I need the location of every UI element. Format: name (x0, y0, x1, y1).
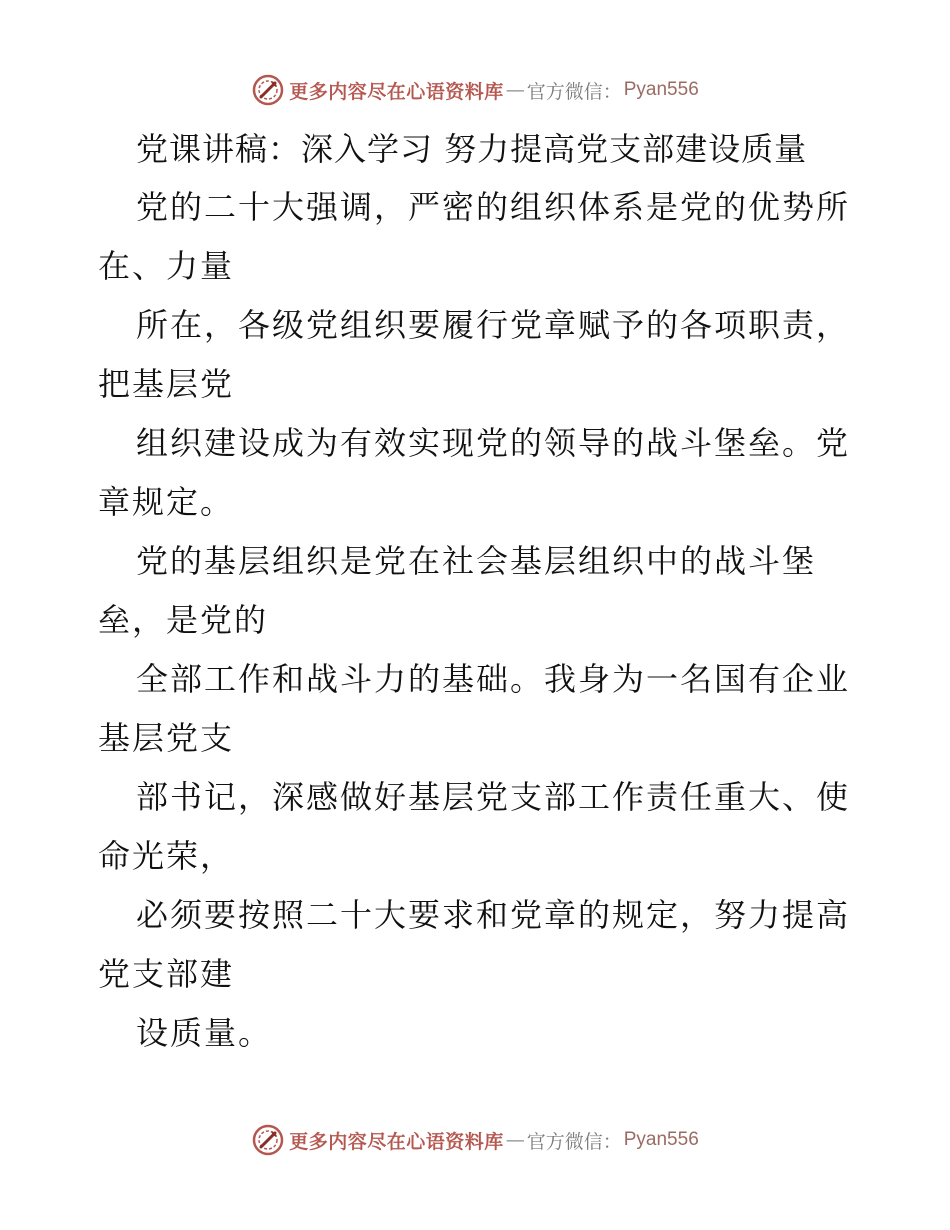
paragraph-line: 章规定。 (98, 483, 235, 521)
paragraph-line: 命光荣， (98, 837, 235, 875)
header-dash: — (505, 79, 525, 101)
paragraph-line: 设质量。 (136, 1014, 273, 1052)
document-title: 党课讲稿：深入学习 努力提高党支部建设质量 (136, 130, 808, 168)
paragraph-8 (98, 1004, 858, 1063)
document-body (98, 120, 858, 1063)
paragraph-2 (98, 296, 858, 414)
header-wechat-id: Pyan556 (623, 79, 699, 100)
paragraph-line: 组织建设成为有效实现党的领导的战斗堡垒。党 (136, 424, 851, 462)
paragraph-line: 全部工作和战斗力的基础。我身为一名国有企业 (136, 660, 851, 698)
paragraph-line: 所在，各级党组织要履行党章赋予的各项职责， (136, 306, 851, 344)
paragraph-line: 垒，是党的 (98, 601, 269, 639)
paragraph-4 (98, 532, 858, 650)
paragraph-7 (98, 886, 858, 1004)
header-wechat-label: 官方微信： (526, 80, 622, 103)
paragraph-6 (98, 768, 858, 886)
paragraph-3 (98, 414, 858, 532)
footer-banner (0, 1120, 950, 1160)
paragraph-line: 党的二十大强调，严密的组织体系是党的优势所 (136, 188, 851, 226)
seal-logo-icon (251, 1123, 285, 1157)
paragraph-line: 在、力量 (98, 247, 235, 285)
paragraph-5 (98, 650, 858, 768)
paragraph-line: 基层党支 (98, 719, 235, 757)
paragraph-line: 党的基层组织是党在社会基层组织中的战斗堡 (136, 542, 817, 580)
paragraph-1 (98, 178, 858, 296)
paragraph-line: 部书记，深感做好基层党支部工作责任重大、使 (136, 778, 851, 816)
footer-wechat-id: Pyan556 (623, 1129, 699, 1150)
header-banner (0, 70, 950, 110)
footer-slogan: 更多内容尽在心语资料库 (289, 1130, 504, 1153)
paragraph-line: 必须要按照二十大要求和党章的规定，努力提高 (136, 896, 851, 934)
seal-logo-icon (251, 73, 285, 107)
paragraph-line: 把基层党 (98, 365, 235, 403)
paragraph-line: 党支部建 (98, 955, 235, 993)
footer-wechat-label: 官方微信： (526, 1130, 622, 1153)
header-slogan: 更多内容尽在心语资料库 (289, 80, 504, 103)
footer-dash: — (505, 1129, 525, 1151)
